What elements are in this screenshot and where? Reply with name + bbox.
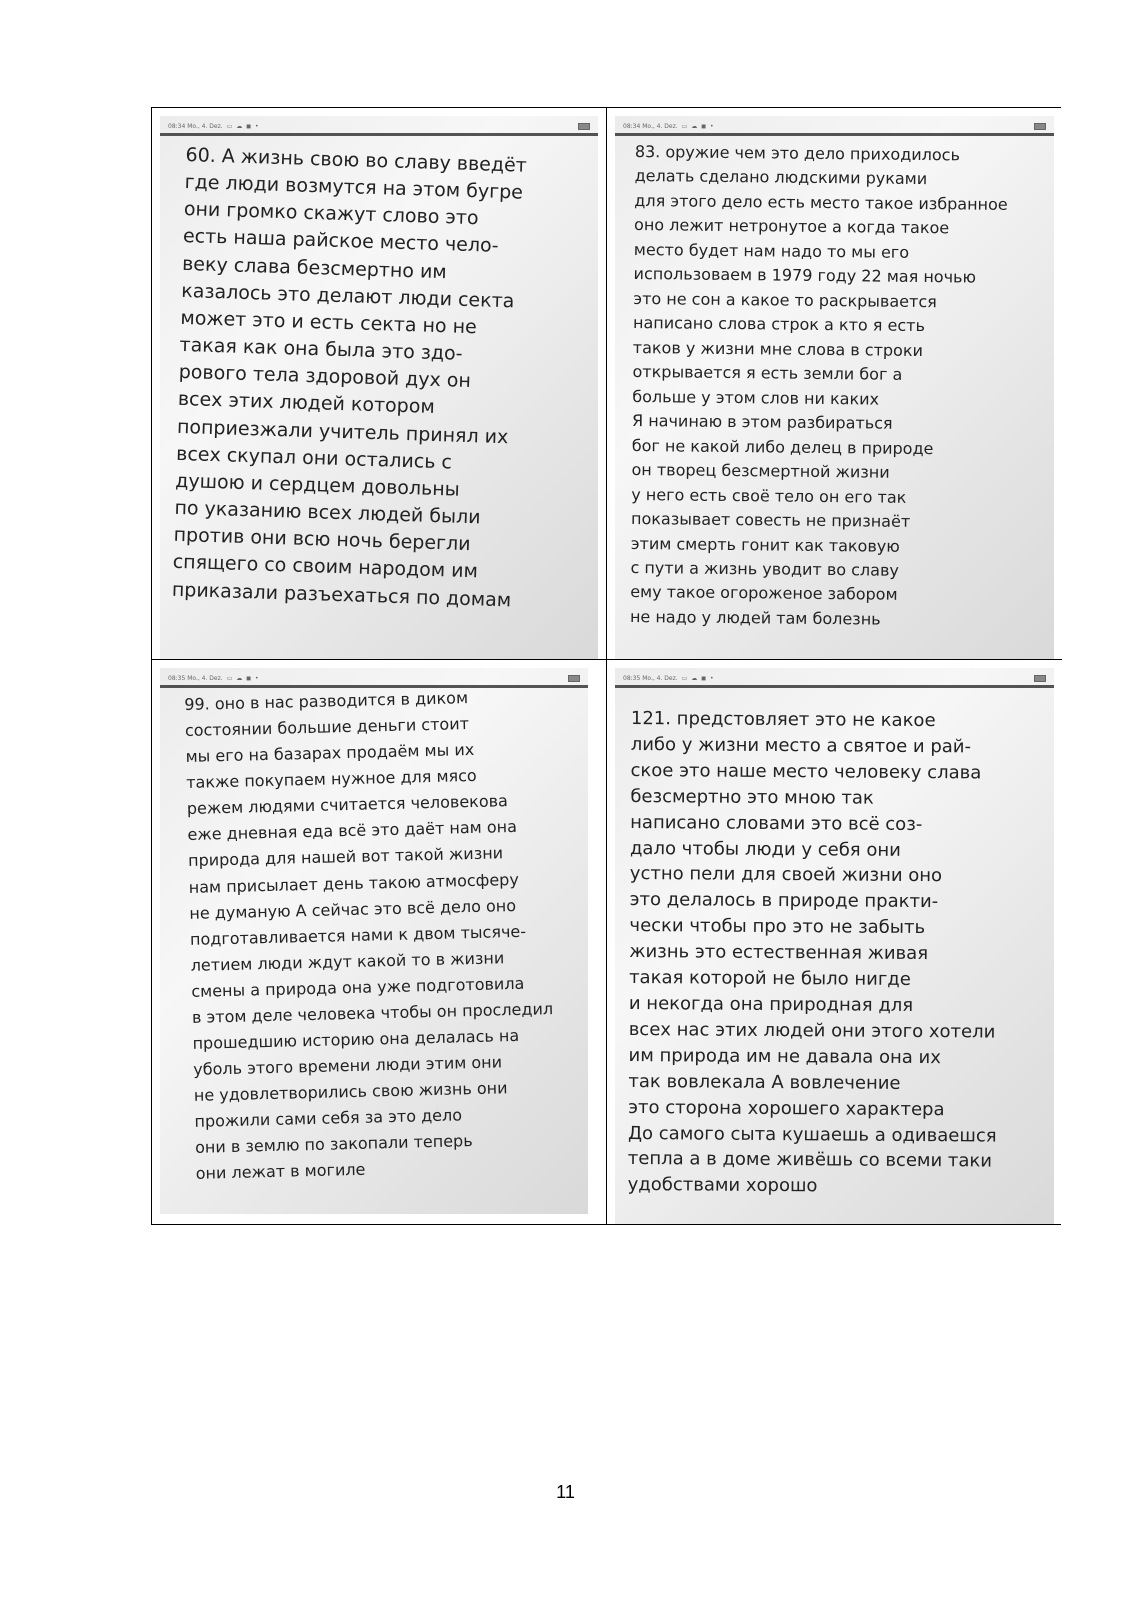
text-line: поприезжали учитель принял их — [176, 415, 509, 448]
status-bar — [168, 672, 580, 684]
text-line: тепла а в доме живёшь со всеми таки — [627, 1148, 993, 1172]
text-line: ское это наше место человеку слава — [630, 759, 982, 784]
handwritten-text-block — [171, 142, 593, 616]
text-line: где люди возмутся на этом бугре — [184, 171, 524, 204]
status-bar — [168, 120, 590, 132]
text-line: так вовлекала А вовлечение — [628, 1070, 901, 1094]
status-bar — [623, 120, 1046, 132]
screen-photo — [615, 116, 1054, 659]
text-line: есть наша райское место чело- — [182, 225, 499, 258]
status-time: 08:34 Mo., 4. Dez. — [168, 122, 223, 130]
notification-icons: ▭ ☁ ◼ • — [226, 122, 260, 130]
text-line: делать сделано людскими руками — [634, 166, 928, 189]
text-line: не надо у людей там болезнь — [629, 606, 881, 629]
battery-icon — [1034, 675, 1046, 682]
photo-cell-1 — [152, 108, 607, 660]
status-time: 08:35 Mo., 4. Dez. — [168, 674, 223, 682]
text-line: использоваем в 1979 году 22 мая ночью — [633, 264, 977, 287]
text-line: они лежат в могиле — [195, 1160, 366, 1184]
text-line: приказали разъехаться по домам — [171, 578, 512, 611]
screen-photo — [615, 668, 1054, 1224]
notification-icons: ▭ ☁ ◼ • — [681, 122, 715, 130]
screen-edge — [615, 685, 1054, 688]
text-line: это сторона хорошего характера — [628, 1096, 945, 1120]
text-line: прожили сами себя за это дело — [194, 1105, 463, 1132]
text-line: для этого дело есть место такое избранное — [634, 190, 1008, 214]
text-line: всех нас этих людей они этого хотели — [628, 1018, 996, 1043]
text-line: чески чтобы про это не забыть — [629, 915, 926, 939]
page-number: 11 — [556, 1482, 575, 1502]
text-line: спящего со своим народом им — [172, 551, 479, 583]
text-line: мы его на базарах продаём мы их — [185, 740, 475, 767]
notification-icons: ▭ ☁ ◼ • — [681, 674, 715, 682]
text-line: такая которой не было нигде — [629, 967, 911, 991]
text-line: рового тела здоровой дух он — [178, 361, 472, 393]
text-line: он творец безсмертной жизни — [631, 460, 890, 482]
screen-edge — [615, 133, 1054, 136]
text-line: 83. оружие чем это дело приходилось — [634, 141, 961, 165]
text-line: режем людями считается человекова — [186, 791, 509, 819]
text-line: написано словами это всё соз- — [630, 811, 923, 835]
text-line: 121. предстовляет это не какое — [630, 707, 936, 732]
text-line: им природа им не давала она их — [628, 1044, 941, 1068]
text-line: всех скупал они остались с — [175, 442, 453, 474]
text-line: это делалось в природе практи- — [629, 889, 939, 913]
text-line: безсмертно это мною так — [630, 785, 874, 809]
text-line: оно лежит нетронутое а когда такое — [634, 215, 950, 238]
handwritten-text-block — [184, 682, 588, 1187]
text-line: состоянии большие деньги стоит — [184, 714, 470, 741]
text-line: написано слова строк а кто я есть — [632, 313, 926, 336]
text-line: 99. оно в нас разводится в диком — [184, 688, 469, 714]
text-line: До самого сыта кушаешь а одиваешся — [627, 1122, 997, 1147]
text-line: Я начинаю в этом разбираться — [631, 411, 893, 433]
battery-icon — [1034, 123, 1046, 130]
text-line: они в землю по закопали теперь — [194, 1131, 473, 1158]
text-line: прошедшию историю она делалась на — [192, 1025, 520, 1053]
text-line: ему такое огороженое забором — [630, 582, 898, 605]
text-line: не удовлетворились свою жизнь они — [193, 1078, 508, 1106]
text-line: нам присылает день такою атмосферу — [188, 869, 519, 897]
text-line: таков у жизни мне слова в строки — [632, 337, 924, 360]
text-line: у него есть своё тело он его так — [631, 484, 907, 507]
text-line: показывает совесть не признаёт — [630, 509, 911, 531]
status-time: 08:35 Mo., 4. Dez. — [623, 674, 678, 682]
text-line: удобствами хорошо — [627, 1174, 818, 1197]
text-line: уболь этого времени люди этим они — [192, 1052, 503, 1079]
text-line: место будет нам надо то мы его — [633, 239, 910, 262]
text-line: может это и есть секта но не — [180, 306, 478, 339]
text-line: казалось это делают люди секта — [180, 279, 515, 313]
notification-icons: ▭ ☁ ◼ • — [226, 674, 260, 682]
text-line: смены а природа она уже подготовила — [191, 973, 525, 1001]
text-line: против они всю ночь берегли — [173, 523, 471, 556]
text-line: они громко скажут слово это — [183, 198, 479, 230]
screen-edge — [160, 133, 598, 136]
screen-photo — [160, 116, 598, 659]
battery-icon — [568, 675, 580, 682]
status-time: 08:34 Mo., 4. Dez. — [623, 122, 678, 130]
text-line: такая как она была это здо- — [179, 333, 463, 365]
photo-cell-4 — [607, 660, 1062, 1224]
text-line: это не сон а какое то раскрывается — [633, 288, 937, 311]
screen-photo — [160, 668, 588, 1214]
text-line: веку слава безсмертно им — [181, 252, 448, 283]
text-line: либо у жизни место а святое и рай- — [630, 733, 972, 758]
text-line: всех этих людей котором — [177, 388, 436, 419]
text-line: также покупаем нужное для мясо — [185, 766, 477, 793]
battery-icon — [578, 123, 590, 130]
text-line: этим смерть гонит как таковую — [630, 533, 900, 556]
photo-grid — [151, 107, 1061, 1225]
text-line: еже дневная еда всё это даёт нам она — [187, 817, 518, 845]
text-line: больше у этом слов ни каких — [632, 386, 880, 409]
text-line: подготавливается нами к двом тысяче- — [189, 921, 527, 949]
photo-cell-2 — [607, 108, 1062, 660]
text-line: по указанию всех людей были — [174, 496, 481, 529]
text-line: не думаную А сейчас это всё дело оно — [189, 895, 517, 923]
text-line: душою и сердцем довольны — [175, 469, 461, 501]
text-line: открывается я есть земли бог а — [632, 362, 903, 385]
status-bar — [623, 672, 1046, 684]
handwritten-text-block — [630, 140, 1050, 634]
photo-cell-3 — [152, 660, 607, 1224]
text-line: и некогда она природная для — [628, 992, 914, 1016]
text-line: дало чтобы люди у себя они — [629, 837, 901, 861]
text-line: жизнь это естественная живая — [629, 941, 929, 965]
text-line: в этом деле человека чтобы он проследил — [191, 999, 554, 1027]
text-line: бог не какой либо делец в природе — [631, 435, 934, 458]
text-line: летием люди ждут какой то в жизни — [190, 948, 505, 975]
text-line: 60. А жизнь свою во славу введёт — [185, 143, 528, 177]
text-line: устно пели для своей жизни оно — [629, 863, 943, 887]
text-line: с пути а жизнь уводит во славу — [630, 557, 899, 580]
text-line: природа для нашей вот такой жизни — [187, 843, 504, 871]
handwritten-text-block — [628, 706, 1050, 1201]
